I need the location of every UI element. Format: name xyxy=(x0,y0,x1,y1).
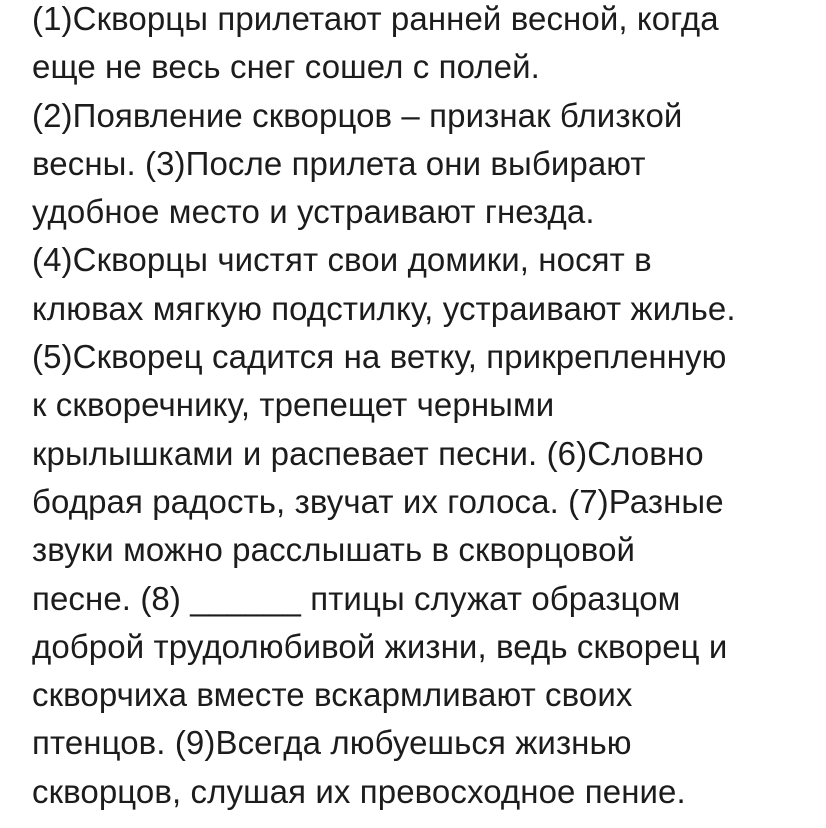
text-line-17: скворцов, слушая их превосходное пение. xyxy=(32,772,686,810)
text-line-16: птенцов. (9)Всегда любуешься жизнью xyxy=(32,724,632,762)
text-line-10: крылышками и распевает песни. (6)Словно xyxy=(32,434,704,472)
text-line-13: песне. (8) ______ птицы служат образцом xyxy=(32,579,681,617)
text-line-3: (2)Появление скворцов – признак близкой xyxy=(32,96,683,134)
text-line-9: к скворечнику, трепещет черными xyxy=(32,386,555,424)
text-line-6: (4)Скворцы чистят свои домики, носят в xyxy=(32,241,652,279)
text-line-8: (5)Скворец садится на ветку, прикрепленную xyxy=(32,338,727,376)
text-line-15: скворчиха вместе вскармливают своих xyxy=(32,676,633,714)
text-line-2: еще не весь снег сошел с полей. xyxy=(32,48,540,86)
text-paragraph xyxy=(32,0,822,816)
text-line-14: доброй трудолюбивой жизни, ведь скворец и xyxy=(32,627,728,665)
text-line-4: весны. (3)После прилета они выбирают xyxy=(32,144,646,182)
text-line-1: (1)Скворцы прилетают ранней весной, когда xyxy=(32,0,719,37)
text-line-7: клювах мягкую подстилку, устраивают жилье. xyxy=(32,289,736,327)
text-line-12: звуки можно расслышать в скворцовой xyxy=(32,531,636,569)
text-line-5: удобное место и устраивают гнезда. xyxy=(32,193,595,231)
text-line-11: бодрая радость, звучат их голоса. (7)Разные xyxy=(32,482,724,520)
